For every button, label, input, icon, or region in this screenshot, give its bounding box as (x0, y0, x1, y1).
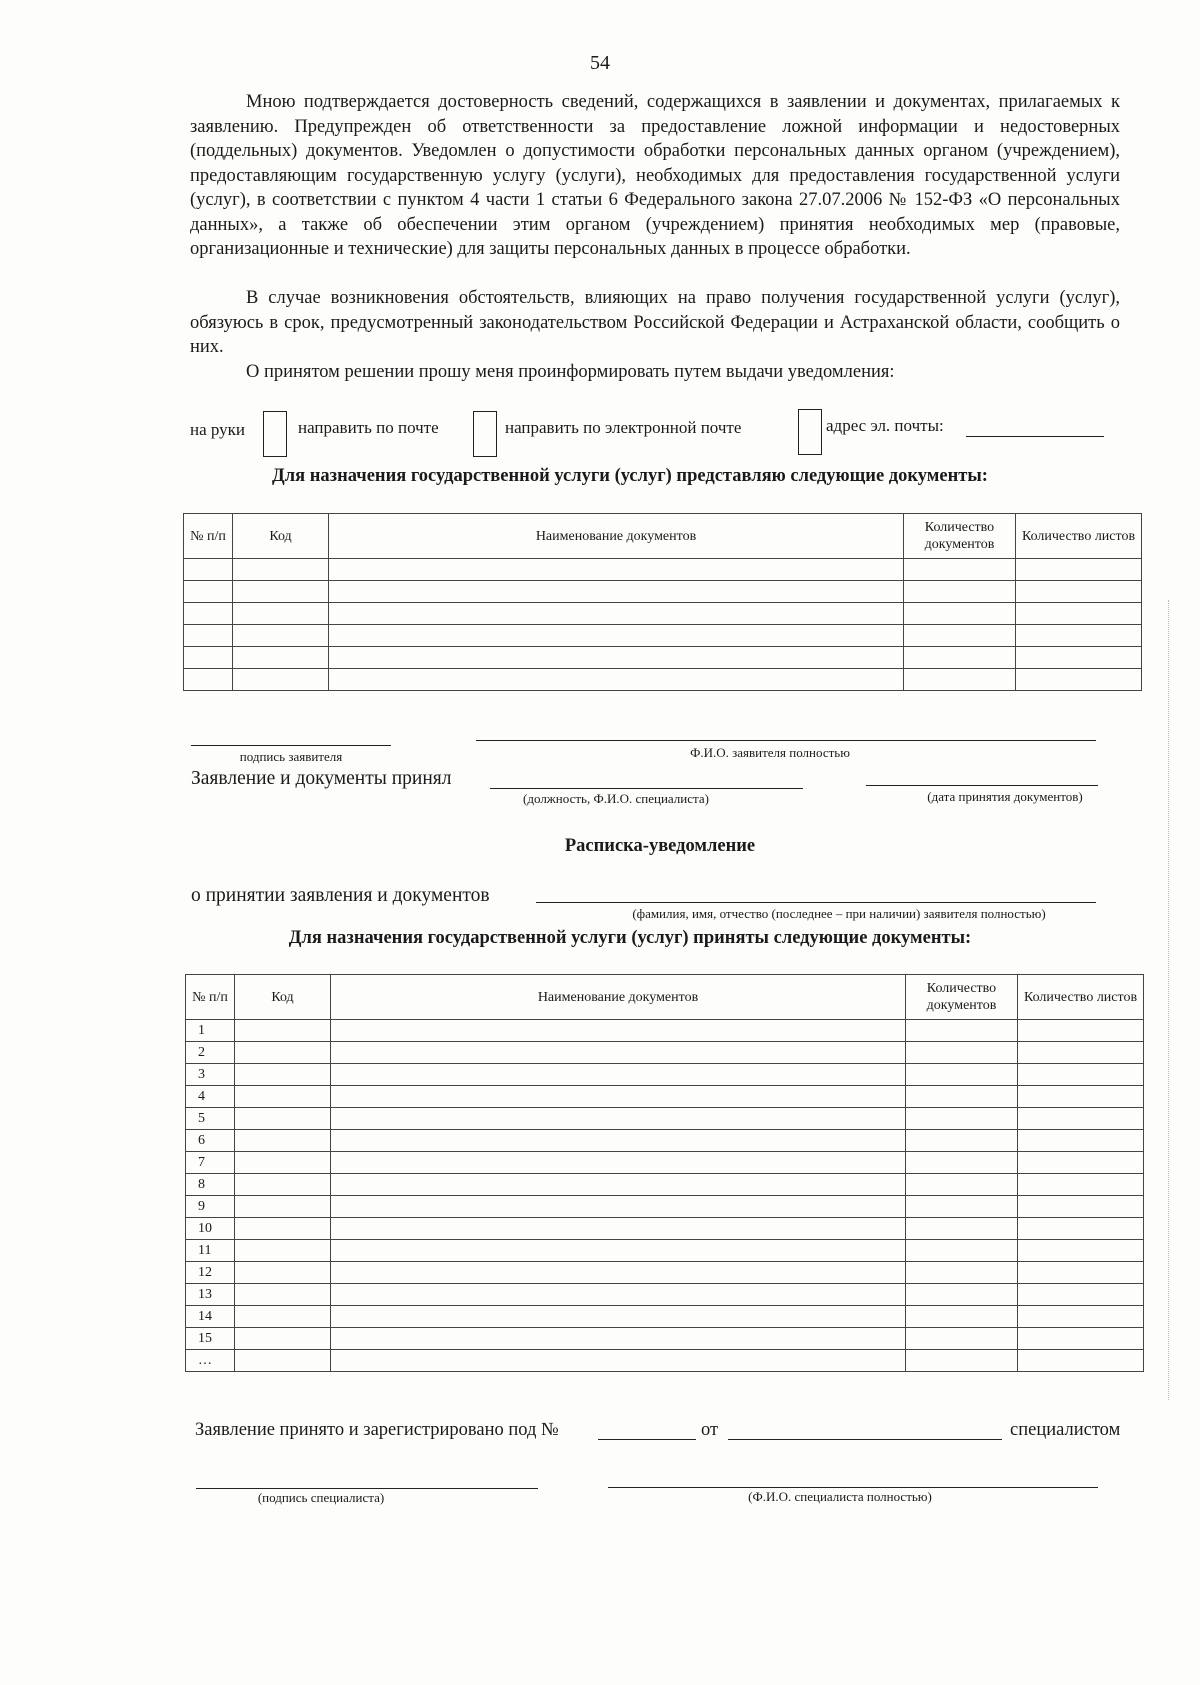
row-number-cell: 3 (186, 1064, 235, 1086)
table-row (186, 1306, 1144, 1328)
row-name-cell[interactable] (329, 559, 904, 581)
row-number-cell (184, 647, 233, 669)
row-name-cell[interactable] (331, 1240, 906, 1262)
row-number-cell: 15 (186, 1328, 235, 1350)
table-row (186, 1086, 1144, 1108)
table-row (184, 581, 1142, 603)
row-name-cell[interactable] (331, 1086, 906, 1108)
row-sheet-count-cell[interactable] (1018, 1174, 1144, 1196)
registration-number-field[interactable] (598, 1439, 696, 1440)
row-number-cell: 8 (186, 1174, 235, 1196)
row-number-cell: 7 (186, 1152, 235, 1174)
registration-from-label: от (701, 1420, 719, 1440)
row-sheet-count-cell[interactable] (1016, 581, 1142, 603)
table-row (186, 1284, 1144, 1306)
specialist-signature-line[interactable] (196, 1488, 538, 1489)
notification-paragraph: О принятом решении прошу меня проинформировать путем выдачи уведомления: (246, 362, 895, 382)
table-row (186, 1152, 1144, 1174)
row-code-cell[interactable] (235, 1108, 331, 1130)
row-doc-count-cell[interactable] (906, 1306, 1018, 1328)
row-number-cell: 9 (186, 1196, 235, 1218)
row-name-cell[interactable] (331, 1130, 906, 1152)
row-doc-count-cell[interactable] (904, 669, 1016, 691)
row-doc-count-cell[interactable] (904, 625, 1016, 647)
row-number-cell (184, 625, 233, 647)
col-sheet-count-header: Количество листов (1016, 514, 1142, 559)
table-row (186, 1350, 1144, 1372)
row-doc-count-cell[interactable] (906, 1350, 1018, 1372)
option-email-checkbox[interactable] (798, 409, 822, 455)
receipt-title: Расписка-уведомление (564, 836, 756, 856)
row-doc-count-cell[interactable] (904, 603, 1016, 625)
scan-edge-mark (1168, 600, 1171, 1400)
option-email-label: направить по электронной почте (505, 418, 742, 437)
email-address-field[interactable] (966, 436, 1104, 437)
row-sheet-count-cell[interactable] (1018, 1086, 1144, 1108)
row-code-cell[interactable] (233, 625, 329, 647)
row-sheet-count-cell[interactable] (1018, 1108, 1144, 1130)
row-name-cell[interactable] (331, 1262, 906, 1284)
row-sheet-count-cell[interactable] (1018, 1350, 1144, 1372)
col-sheet-count-header: Количество листов (1018, 975, 1144, 1020)
row-code-cell[interactable] (235, 1064, 331, 1086)
table-header-row (184, 514, 1142, 559)
row-doc-count-cell[interactable] (906, 1262, 1018, 1284)
table-row (186, 1218, 1144, 1240)
row-number-cell: … (186, 1350, 235, 1372)
row-sheet-count-cell[interactable] (1016, 625, 1142, 647)
row-number-cell: 2 (186, 1042, 235, 1064)
row-name-cell[interactable] (331, 1350, 906, 1372)
row-code-cell[interactable] (235, 1152, 331, 1174)
row-sheet-count-cell[interactable] (1018, 1130, 1144, 1152)
specialist-line[interactable] (490, 788, 803, 789)
table-header-row (186, 975, 1144, 1020)
row-doc-count-cell[interactable] (906, 1152, 1018, 1174)
row-number-cell (184, 581, 233, 603)
row-name-cell[interactable] (331, 1064, 906, 1086)
row-number-cell: 5 (186, 1108, 235, 1130)
row-number-cell: 6 (186, 1130, 235, 1152)
row-name-cell[interactable] (331, 1152, 906, 1174)
row-number-cell: 4 (186, 1086, 235, 1108)
row-number-cell (184, 559, 233, 581)
specialist-name-caption: (Ф.И.О. специалиста полностью) (748, 1489, 932, 1504)
row-number-cell: 11 (186, 1240, 235, 1262)
col-name-header: Наименование документов (329, 514, 904, 559)
table-row (186, 1020, 1144, 1042)
row-name-cell[interactable] (329, 647, 904, 669)
table-row (186, 1174, 1144, 1196)
row-sheet-count-cell[interactable] (1018, 1262, 1144, 1284)
row-sheet-count-cell[interactable] (1018, 1042, 1144, 1064)
row-doc-count-cell[interactable] (906, 1218, 1018, 1240)
email-address-label: адрес эл. почты: (826, 416, 944, 435)
row-sheet-count-cell[interactable] (1018, 1218, 1144, 1240)
table-row (184, 603, 1142, 625)
specialist-name-line[interactable] (608, 1487, 1098, 1488)
table-row (184, 625, 1142, 647)
row-sheet-count-cell[interactable] (1018, 1306, 1144, 1328)
row-doc-count-cell[interactable] (906, 1108, 1018, 1130)
col-doc-count-header: Количество документов (904, 514, 1016, 559)
option-hand-label: на руки (190, 420, 246, 439)
row-code-cell[interactable] (235, 1130, 331, 1152)
row-name-cell[interactable] (331, 1042, 906, 1064)
registration-label: Заявление принято и зарегистрировано под № (195, 1420, 559, 1440)
row-number-cell: 14 (186, 1306, 235, 1328)
table1-heading: Для назначения государственной услуги (услуг) представляю следующие документы: (272, 466, 988, 486)
table-row (184, 559, 1142, 581)
row-sheet-count-cell[interactable] (1018, 1284, 1144, 1306)
applicant-name-line[interactable] (476, 740, 1096, 741)
row-code-cell[interactable] (235, 1174, 331, 1196)
row-doc-count-cell[interactable] (906, 1240, 1018, 1262)
table-row (186, 1240, 1144, 1262)
row-doc-count-cell[interactable] (906, 1086, 1018, 1108)
table-row (184, 669, 1142, 691)
consent-paragraph: Мною подтверждается достоверность сведений, содержащихся в заявлении и документах, прилагаемых к заявлению. Предупрежден об ответственности за предоставление ложной информации и недостоверных (поддельных) документов. Уведомлен о допустимости обработки персональных данных органом (учреждением), предоставляющим государственную услугу (услуги), необходимых для предоставления государственной услуги (услуг), в соответствии с пунктом 4 части 1 статьи 6 Федерального закона 27.07.2006 № 152-ФЗ «О персональных данных», а также об обеспечении этим органом (учреждением) принятия необходимых мер (правовые, организационные и технические) для защиты персональных данных в процессе обработки. (190, 92, 1120, 259)
specialist-caption: (должность, Ф.И.О. специалиста) (523, 791, 709, 806)
row-sheet-count-cell[interactable] (1018, 1152, 1144, 1174)
row-sheet-count-cell[interactable] (1018, 1020, 1144, 1042)
row-code-cell[interactable] (235, 1196, 331, 1218)
receipt-applicant-line[interactable] (536, 902, 1096, 903)
table-row (186, 1042, 1144, 1064)
row-doc-count-cell[interactable] (904, 647, 1016, 669)
row-doc-count-cell[interactable] (906, 1174, 1018, 1196)
row-name-cell[interactable] (331, 1328, 906, 1350)
row-name-cell[interactable] (331, 1306, 906, 1328)
applicant-signature-line[interactable] (191, 745, 391, 746)
submitted-documents-table (183, 513, 1142, 691)
option-mail-checkbox[interactable] (473, 411, 497, 457)
row-doc-count-cell[interactable] (906, 1196, 1018, 1218)
row-number-cell: 10 (186, 1218, 235, 1240)
table-row (186, 1108, 1144, 1130)
table-row (186, 1196, 1144, 1218)
row-sheet-count-cell[interactable] (1016, 669, 1142, 691)
row-name-cell[interactable] (331, 1196, 906, 1218)
row-code-cell[interactable] (235, 1020, 331, 1042)
row-sheet-count-cell[interactable] (1016, 559, 1142, 581)
row-sheet-count-cell[interactable] (1018, 1064, 1144, 1086)
table-row (186, 1262, 1144, 1284)
row-name-cell[interactable] (331, 1218, 906, 1240)
page-number: 54 (590, 52, 610, 74)
row-number-cell: 1 (186, 1020, 235, 1042)
row-name-cell[interactable] (329, 625, 904, 647)
row-sheet-count-cell[interactable] (1018, 1240, 1144, 1262)
row-doc-count-cell[interactable] (906, 1328, 1018, 1350)
row-doc-count-cell[interactable] (906, 1020, 1018, 1042)
row-doc-count-cell[interactable] (904, 581, 1016, 603)
col-number-header: № п/п (186, 975, 235, 1020)
row-code-cell[interactable] (233, 581, 329, 603)
row-sheet-count-cell[interactable] (1018, 1196, 1144, 1218)
table-row (186, 1328, 1144, 1350)
row-number-cell (184, 669, 233, 691)
row-code-cell[interactable] (235, 1086, 331, 1108)
row-code-cell[interactable] (235, 1218, 331, 1240)
receipt-applicant-caption: (фамилия, имя, отчество (последнее – при наличии) заявителя полностью) (632, 906, 1046, 921)
row-code-cell[interactable] (235, 1350, 331, 1372)
acceptance-date-caption: (дата принятия документов) (927, 789, 1083, 804)
specialist-signature-caption: (подпись специалиста) (257, 1490, 385, 1505)
row-name-cell[interactable] (329, 603, 904, 625)
col-number-header: № п/п (184, 514, 233, 559)
row-sheet-count-cell[interactable] (1016, 603, 1142, 625)
table2-heading: Для назначения государственной услуги (услуг) приняты следующие документы: (288, 928, 972, 948)
row-doc-count-cell[interactable] (906, 1284, 1018, 1306)
registration-specialist-label: специалистом (1010, 1420, 1121, 1440)
row-code-cell[interactable] (235, 1306, 331, 1328)
row-code-cell[interactable] (235, 1042, 331, 1064)
applicant-signature-caption: подпись заявителя (239, 749, 343, 764)
accepted-by-label: Заявление и документы принял (191, 768, 452, 789)
col-doc-count-header: Количество документов (906, 975, 1018, 1020)
row-code-cell[interactable] (235, 1284, 331, 1306)
row-doc-count-cell[interactable] (906, 1064, 1018, 1086)
acceptance-date-line[interactable] (866, 785, 1098, 786)
row-code-cell[interactable] (233, 647, 329, 669)
table-row (186, 1064, 1144, 1086)
row-doc-count-cell[interactable] (904, 559, 1016, 581)
row-name-cell[interactable] (331, 1284, 906, 1306)
receipt-acceptance-label: о принятии заявления и документов (191, 885, 490, 906)
col-name-header: Наименование документов (331, 975, 906, 1020)
row-name-cell[interactable] (331, 1020, 906, 1042)
row-code-cell[interactable] (235, 1240, 331, 1262)
row-code-cell[interactable] (233, 559, 329, 581)
obligation-paragraph: В случае возникновения обстоятельств, влияющих на право получения государственной услуги (услуг), обязуюсь в срок, предусмотренный законодательством Российской Федерации и Астраханской области, сообщить о них. (190, 288, 1120, 357)
row-number-cell: 13 (186, 1284, 235, 1306)
option-hand-checkbox[interactable] (263, 411, 287, 457)
row-name-cell[interactable] (329, 669, 904, 691)
row-doc-count-cell[interactable] (906, 1042, 1018, 1064)
row-name-cell[interactable] (331, 1174, 906, 1196)
row-name-cell[interactable] (329, 581, 904, 603)
accepted-documents-table (185, 974, 1144, 1372)
row-name-cell[interactable] (331, 1108, 906, 1130)
row-sheet-count-cell[interactable] (1016, 647, 1142, 669)
row-code-cell[interactable] (235, 1262, 331, 1284)
row-code-cell[interactable] (233, 669, 329, 691)
table-row (186, 1130, 1144, 1152)
table-row (184, 647, 1142, 669)
applicant-name-caption: Ф.И.О. заявителя полностью (690, 745, 850, 760)
row-sheet-count-cell[interactable] (1018, 1328, 1144, 1350)
option-mail-label: направить по почте (298, 418, 439, 437)
row-number-cell: 12 (186, 1262, 235, 1284)
row-doc-count-cell[interactable] (906, 1130, 1018, 1152)
row-number-cell (184, 603, 233, 625)
registration-date-field[interactable] (728, 1439, 1002, 1440)
row-code-cell[interactable] (235, 1328, 331, 1350)
col-code-header: Код (233, 514, 329, 559)
col-code-header: Код (235, 975, 331, 1020)
row-code-cell[interactable] (233, 603, 329, 625)
